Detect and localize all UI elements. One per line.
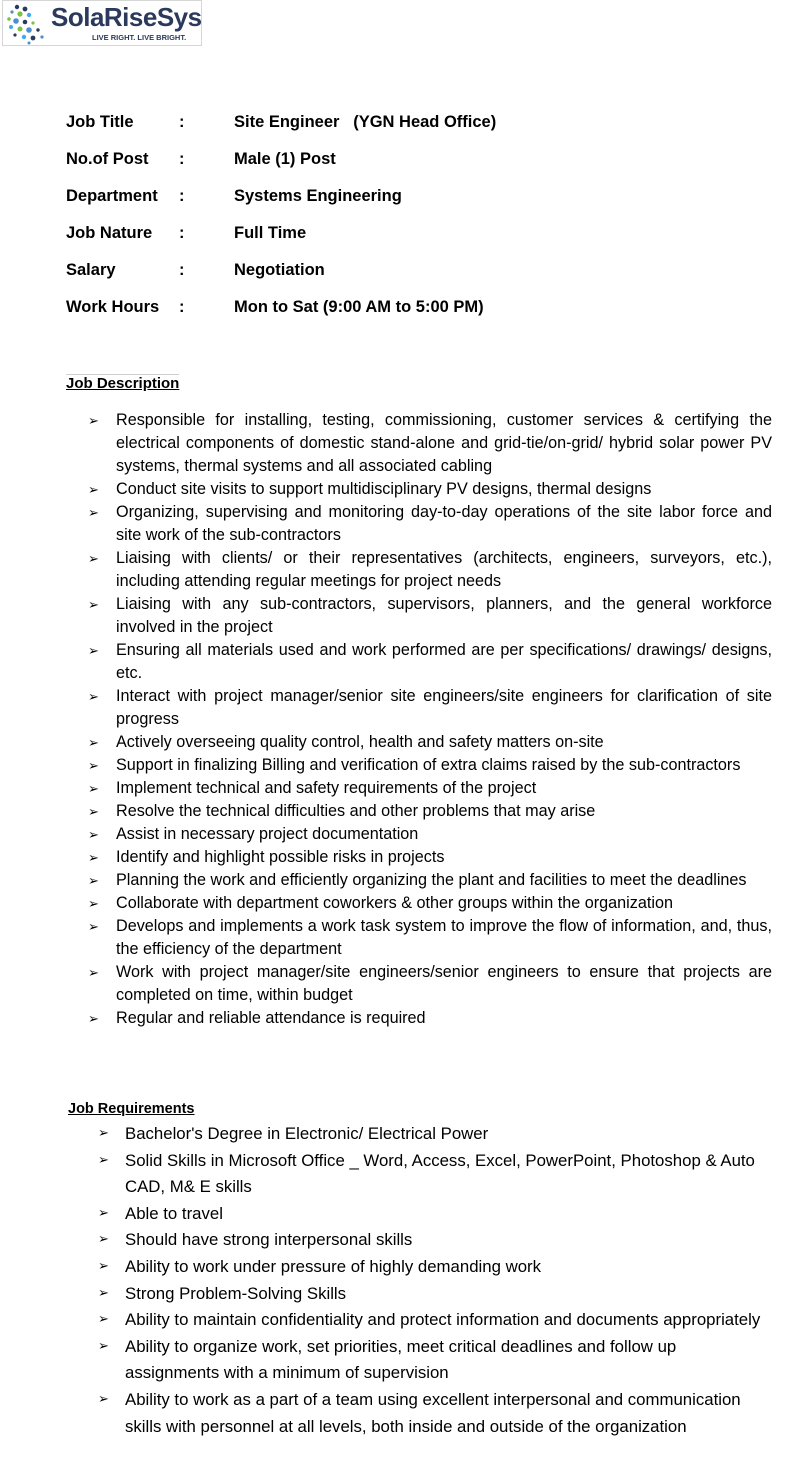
- job-info-label: Job Nature: [66, 224, 153, 242]
- list-item: [88, 961, 772, 1007]
- list-item: [98, 1201, 773, 1228]
- job-info-value: Systems Engineering: [234, 187, 402, 205]
- list-item: [88, 501, 772, 547]
- list-item-text: Bachelor's Degree in Electronic/ Electrical Power: [125, 1124, 489, 1143]
- list-item: [88, 869, 772, 892]
- list-item-text: Ensuring all materials used and work performed are per specifications/ drawings/ designs, etc.: [116, 641, 772, 682]
- list-item-text: Ability to work under pressure of highly demanding work: [125, 1256, 542, 1276]
- bullet-arrow-icon: ➢: [98, 1311, 109, 1327]
- bullet-arrow-icon: ➢: [98, 1151, 109, 1167]
- list-item: [88, 547, 772, 593]
- logo-brand-name: SolaRiseSys: [51, 2, 202, 32]
- list-item: [98, 1334, 773, 1387]
- list-item: [88, 777, 772, 800]
- list-item-text: Ability to work as a part of a team using excellent interpersonal and communication skills with personnel at all levels, both inside and outside of the organization: [125, 1389, 741, 1436]
- job-info-colon: :: [179, 113, 185, 131]
- list-item-text: Identify and highlight possible risks in projects: [116, 848, 445, 866]
- bullet-arrow-icon: ➢: [98, 1231, 109, 1247]
- list-item-text: Support in finalizing Billing and verification of extra claims raised by the sub-contractors: [116, 756, 741, 774]
- bullet-arrow-icon: ➢: [98, 1125, 109, 1140]
- list-item: [88, 892, 772, 915]
- job-description-list: [88, 409, 772, 1030]
- list-item-text: Conduct site visits to support multidisciplinary PV designs, thermal designs: [116, 480, 652, 498]
- bullet-arrow-icon: ➢: [98, 1337, 109, 1353]
- list-item: [98, 1121, 773, 1148]
- bullet-arrow-icon: ➢: [88, 505, 99, 520]
- list-item-text: Liaising with any sub-contractors, supervisors, planners, and the general workforce involved in the project: [116, 595, 772, 636]
- bullet-arrow-icon: ➢: [88, 781, 99, 796]
- list-item: [98, 1281, 773, 1308]
- job-description-heading: Job Description: [66, 375, 180, 392]
- job-info-colon: :: [179, 150, 185, 168]
- bullet-arrow-icon: ➢: [88, 758, 99, 773]
- logo-dots-icon: [5, 3, 51, 45]
- list-item-text: Collaborate with department coworkers & other groups within the organization: [116, 894, 673, 912]
- list-item-text: Develops and implements a work task system to improve the flow of information, and, thus, the efficiency of the department: [116, 917, 772, 958]
- list-item: [88, 731, 772, 754]
- bullet-arrow-icon: ➢: [88, 597, 99, 612]
- job-requirements-heading: Job Requirements: [68, 1101, 195, 1117]
- job-info-colon: :: [179, 261, 185, 279]
- list-item-text: Ability to maintain confidentiality and protect information and documents appropriately: [125, 1310, 761, 1330]
- list-item: [88, 800, 772, 823]
- bullet-arrow-icon: ➢: [88, 919, 99, 934]
- job-requirements-list: [98, 1121, 773, 1440]
- list-item: [88, 478, 772, 501]
- job-info-label: No.of Post: [66, 150, 149, 168]
- job-info-value: Male (1) Post: [234, 150, 336, 168]
- list-item-text: Responsible for installing, testing, commissioning, customer services & certifying the electrical components of domestic stand-alone and grid-tie/on-grid/ hybrid solar power PV systems, thermal systems and all associated cabling: [116, 411, 772, 475]
- list-item-text: Assist in necessary project documentation: [116, 825, 419, 843]
- list-item-text: Able to travel: [125, 1203, 223, 1223]
- list-item-text: Resolve the technical difficulties and other problems that may arise: [116, 802, 596, 820]
- job-info-label: Job Title: [66, 113, 134, 131]
- list-item-text: Ability to organize work, set priorities, meet critical deadlines and follow up assignments with a minimum of supervision: [125, 1336, 677, 1383]
- bullet-arrow-icon: ➢: [88, 827, 99, 842]
- list-item: [88, 1007, 772, 1030]
- list-item: [88, 823, 772, 846]
- list-item: [98, 1227, 773, 1254]
- list-item: [98, 1254, 773, 1281]
- list-item: [88, 846, 772, 869]
- list-item-text: Regular and reliable attendance is required: [116, 1009, 426, 1027]
- list-item: [88, 593, 772, 639]
- bullet-arrow-icon: ➢: [88, 551, 99, 566]
- bullet-arrow-icon: ➢: [88, 873, 99, 888]
- list-item-text: Liaising with clients/ or their representatives (architects, engineers, surveyors, etc.), including attending regular meetings for project needs: [116, 549, 772, 590]
- list-item: [88, 685, 772, 731]
- bullet-arrow-icon: ➢: [88, 643, 99, 658]
- bullet-arrow-icon: ➢: [88, 896, 99, 911]
- list-item: [98, 1148, 773, 1201]
- bullet-arrow-icon: ➢: [88, 850, 99, 865]
- bullet-arrow-icon: ➢: [98, 1257, 109, 1273]
- list-item-text: Strong Problem-Solving Skills: [125, 1283, 347, 1303]
- bullet-arrow-icon: ➢: [88, 482, 99, 497]
- bullet-arrow-icon: ➢: [98, 1390, 109, 1406]
- job-info-label: Department: [66, 187, 158, 205]
- list-item-text: Should have strong interpersonal skills: [125, 1230, 413, 1250]
- job-info-label: Work Hours: [66, 298, 160, 316]
- list-item-text: Implement technical and safety requirements of the project: [116, 779, 537, 797]
- bullet-arrow-icon: ➢: [88, 1011, 99, 1026]
- list-item: [88, 409, 772, 478]
- list-item-text: Organizing, supervising and monitoring day-to-day operations of the site labor force and site work of the sub-contractors: [116, 503, 772, 544]
- bullet-arrow-icon: ➢: [88, 804, 99, 819]
- list-item: [88, 915, 772, 961]
- list-item-text: Solid Skills in Microsoft Office _ Word, Access, Excel, PowerPoint, Photoshop & Auto CAD, M& E skills: [125, 1150, 755, 1197]
- list-item: [88, 639, 772, 685]
- job-info-colon: :: [179, 298, 185, 316]
- job-info-value: Negotiation: [234, 261, 325, 279]
- company-logo: [2, 0, 202, 46]
- list-item-text: Actively overseeing quality control, health and safety matters on-site: [116, 733, 604, 751]
- list-item: [98, 1307, 773, 1334]
- job-info-colon: :: [179, 187, 185, 205]
- list-item-text: Work with project manager/site engineers/senior engineers to ensure that projects are completed on time, within budget: [116, 963, 772, 1004]
- job-info-value: Site Engineer (YGN Head Office): [234, 113, 497, 131]
- list-item: [98, 1387, 773, 1440]
- job-info-value: Full Time: [234, 224, 307, 242]
- list-item-text: Interact with project manager/senior site engineers/site engineers for clarification of site progress: [116, 687, 772, 728]
- bullet-arrow-icon: ➢: [98, 1284, 109, 1300]
- job-info-label: Salary: [66, 261, 116, 279]
- job-info-colon: :: [179, 224, 185, 242]
- bullet-arrow-icon: ➢: [98, 1204, 109, 1220]
- bullet-arrow-icon: ➢: [88, 689, 99, 704]
- list-item: [88, 754, 772, 777]
- bullet-arrow-icon: ➢: [88, 965, 99, 980]
- bullet-arrow-icon: ➢: [88, 413, 99, 428]
- bullet-arrow-icon: ➢: [88, 735, 99, 750]
- list-item-text: Planning the work and efficiently organizing the plant and facilities to meet the deadlines: [116, 871, 747, 889]
- job-info-value: Mon to Sat (9:00 AM to 5:00 PM): [234, 298, 484, 316]
- logo-tagline: LIVE RIGHT. LIVE BRIGHT.: [92, 33, 187, 42]
